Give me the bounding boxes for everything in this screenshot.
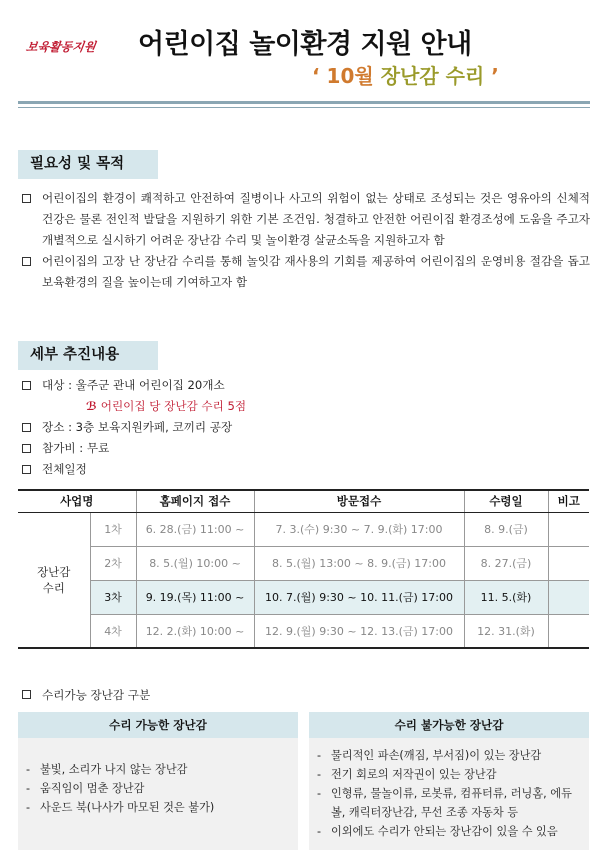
visit-cell: 8. 5.(월) 13:00 ~ 8. 9.(금) 17:00 — [254, 546, 464, 580]
visit-cell: 7. 3.(수) 9:30 ~ 7. 9.(화) 17:00 — [254, 512, 464, 546]
column-header: 비고 — [548, 490, 589, 512]
details-list — [22, 375, 246, 480]
detail-schedule-text: 전체일정 — [42, 462, 87, 476]
repair-section-title — [22, 687, 150, 703]
visit-cell: 12. 9.(월) 9:30 ~ 12. 13.(금) 17:00 — [254, 614, 464, 648]
non-repairable-list — [309, 738, 589, 850]
purpose-list — [22, 188, 590, 293]
list-item-text: 움직임이 멈춘 장난감 — [40, 782, 145, 795]
list-item: - 이외에도 수리가 안되는 장난감이 있을 수 있음 — [317, 825, 558, 838]
list-item: - 전기 회로의 저작권이 있는 장난감 — [317, 768, 497, 781]
online-cell: 9. 19.(목) 11:00 ~ — [136, 580, 254, 614]
subtitle-prefix: ‘ 10월 — [312, 64, 381, 88]
square-bullet-icon — [22, 465, 31, 474]
list-item-text: 전기 회로의 저작권이 있는 장난감 — [331, 768, 497, 781]
table-header-row — [18, 490, 589, 512]
round-cell: 4차 — [90, 614, 136, 648]
list-item: - 인형류, 물놀이류, 로봇류, 컴퓨터류, 러닝홈, 에듀볼, 캐릭터장난감, 무선 조종 자동차 등 — [317, 787, 572, 819]
category-line-2: 수리 — [42, 580, 65, 595]
repairable-heading: 수리 가능한 장난감 — [18, 712, 298, 738]
detail-target-sub-text: 어린이집 당 장난감 수리 5점 — [100, 399, 247, 413]
square-bullet-icon — [22, 381, 31, 390]
list-item-text: 이외에도 수리가 안되는 장난감이 있을 수 있음 — [331, 825, 558, 838]
detail-schedule-label — [22, 459, 246, 480]
column-header: 수령일 — [464, 490, 548, 512]
list-item: - 물리적인 파손(깨짐, 부서짐)이 있는 장난감 — [317, 749, 542, 762]
purpose-item — [22, 188, 590, 251]
note-cell — [548, 512, 589, 546]
list-item-text: 물리적인 파손(깨짐, 부서짐)이 있는 장난감 — [331, 749, 542, 762]
non-repairable-heading: 수리 불가능한 장난감 — [309, 712, 589, 738]
header-divider-thin — [18, 107, 590, 108]
document-header — [0, 0, 606, 112]
pickup-cell: 12. 31.(화) — [464, 614, 548, 648]
brand-logo-text: 보육활동지원 — [24, 40, 97, 54]
table-row — [18, 614, 589, 648]
section-heading-details: 세부 추진내용 — [18, 341, 158, 370]
header-divider-thick — [18, 101, 590, 104]
detail-target-text: 대상 : 울주군 관내 어린이집 20개소 — [42, 378, 225, 392]
pickup-cell: 8. 9.(금) — [464, 512, 548, 546]
square-bullet-icon — [22, 690, 31, 699]
square-bullet-icon — [22, 444, 31, 453]
column-header: 사업명 — [18, 490, 136, 512]
round-cell: 2차 — [90, 546, 136, 580]
list-item-text: 사운드 북(나사가 마모된 것은 불가) — [40, 801, 215, 814]
section-heading-purpose: 필요성 및 목적 — [18, 150, 158, 179]
round-cell: 3차 — [90, 580, 136, 614]
list-item-text: 불빛, 소리가 나지 않는 장난감 — [40, 763, 188, 776]
purpose-item — [22, 251, 590, 293]
square-bullet-icon — [22, 423, 31, 432]
repairable-list — [18, 738, 298, 850]
online-cell: 12. 2.(화) 10:00 ~ — [136, 614, 254, 648]
subtitle-word: 수리 — [438, 64, 485, 88]
round-cell: 1차 — [90, 512, 136, 546]
visit-cell: 10. 7.(월) 9:30 ~ 10. 11.(금) 17:00 — [254, 580, 464, 614]
online-cell: 8. 5.(월) 10:00 ~ — [136, 546, 254, 580]
list-item: - 불빛, 소리가 나지 않는 장난감 — [26, 763, 188, 776]
note-cell — [548, 614, 589, 648]
repair-title-text: 수리가능 장난감 구분 — [42, 688, 151, 702]
pickup-cell: 8. 27.(금) — [464, 546, 548, 580]
list-item-text: 인형류, 물놀이류, 로봇류, 컴퓨터류, 러닝홈, 에듀볼, 캐릭터장난감, 무선 조종 자동차 등 — [331, 787, 572, 819]
detail-fee-text: 참가비 : 무료 — [42, 441, 110, 455]
subtitle-suffix: ’ — [484, 64, 499, 88]
repairable-column — [18, 712, 298, 850]
table-row — [18, 512, 589, 546]
square-bullet-icon — [22, 194, 31, 203]
purpose-item-text: 어린이집의 환경이 쾌적하고 안전하여 질병이나 사고의 위험이 없는 상태로 조성되는 것은 영유아의 신체적 건강은 물론 전인적 발달을 지원하기 위한 기본 조건임. 청결하고 안전한 어린이집 환경조성에 도움을 주고자 개별적으로 실시하기 어려운 장난감 수리 및 놀이환경 살균소독을 지원하고자 함 — [42, 191, 590, 247]
list-item: - 사운드 북(나사가 마모된 것은 불가) — [26, 801, 215, 814]
subtitle-highlight: 장난감 — [380, 64, 439, 88]
page-subtitle — [312, 60, 499, 89]
script-b-icon: ℬ — [86, 399, 97, 413]
square-bullet-icon — [22, 257, 31, 266]
table-row — [18, 546, 589, 580]
page-title: 어린이집 놀이환경 지원 안내 — [138, 29, 472, 60]
online-cell: 6. 28.(금) 11:00 ~ — [136, 512, 254, 546]
detail-place-text: 장소 : 3층 보육지원카페, 코끼리 공장 — [42, 420, 233, 434]
note-cell — [548, 580, 589, 614]
detail-place — [22, 417, 246, 438]
detail-target — [22, 375, 246, 396]
pickup-cell: 11. 5.(화) — [464, 580, 548, 614]
column-header: 홈페이지 접수 — [136, 490, 254, 512]
non-repairable-column — [309, 712, 589, 850]
schedule-table — [18, 489, 589, 649]
column-header: 방문접수 — [254, 490, 464, 512]
note-cell — [548, 546, 589, 580]
detail-fee — [22, 438, 246, 459]
table-row-current — [18, 580, 589, 614]
category-line-1: 장난감 — [37, 564, 71, 579]
category-cell — [18, 512, 90, 648]
purpose-item-text: 어린이집의 고장 난 장난감 수리를 통해 놀잇감 재사용의 기회를 제공하여 어린이집의 운영비용 절감을 돕고 보육환경의 질을 높이는데 기여하고자 함 — [42, 254, 590, 289]
detail-target-sub — [22, 396, 246, 417]
list-item: - 움직임이 멈춘 장난감 — [26, 782, 145, 795]
